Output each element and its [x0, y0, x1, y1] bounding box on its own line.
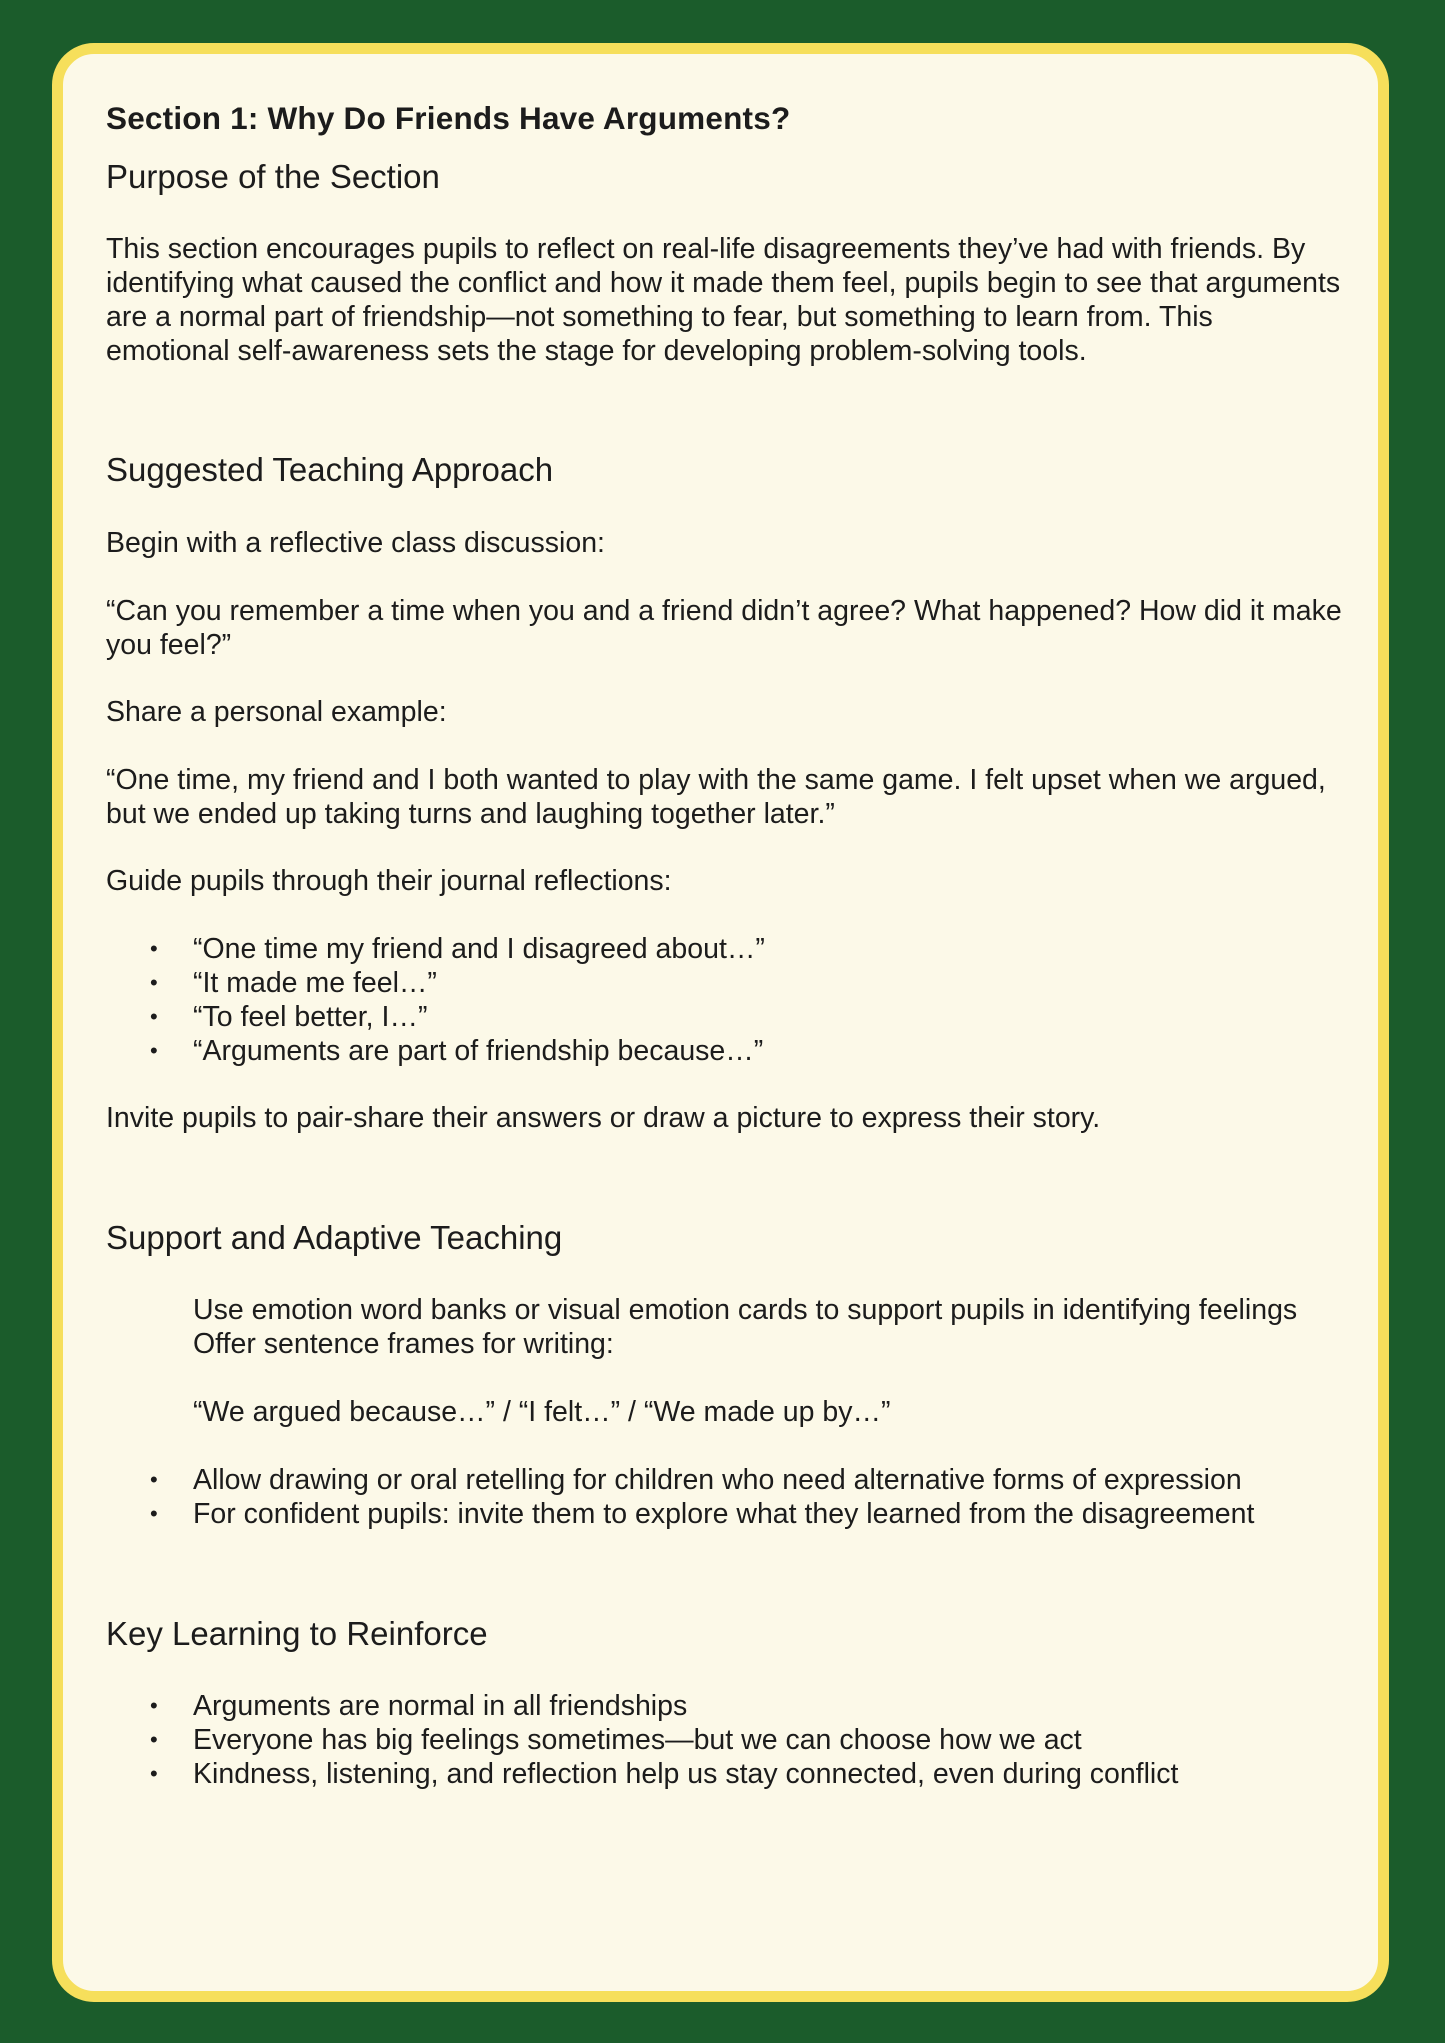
bullet-icon: •: [150, 970, 158, 995]
purpose-body: This section encourages pupils to reflect on real-life disagreements they’ve had with friends. By identifying what caused the conflict and how it made them feel, pupils begin to see that arguments are a normal part of friendship—not something to fear, but something to learn from. This emotional self-awareness sets the stage for developing problem-solving tools.: [106, 233, 1341, 367]
key-learning-heading: Key Learning to Reinforce: [106, 1615, 488, 1652]
sentence-frames: “We argued because…” / “I felt…” / “We made up by…”: [193, 1396, 891, 1428]
bullet-icon: •: [150, 1693, 158, 1718]
journal-prompts-list: [106, 932, 765, 1068]
purpose-heading: Purpose of the Section: [106, 158, 440, 195]
bullet-icon: •: [150, 1038, 158, 1063]
share-label: Share a personal example:: [106, 696, 447, 728]
teaching-intro: Begin with a reflective class discussion:: [106, 527, 605, 559]
list-item: • “To feel better, I…”: [150, 1001, 428, 1033]
bullet-icon: •: [150, 1761, 158, 1786]
discussion-question: “Can you remember a time when you and a friend didn’t agree? What happened? How did it make you feel?”: [106, 595, 1342, 661]
support-heading: Support and Adaptive Teaching: [106, 1219, 563, 1256]
bullet-icon: •: [150, 1467, 158, 1492]
list-item: • “Arguments are part of friendship because…”: [150, 1035, 764, 1067]
teaching-closing: Invite pupils to pair-share their answers or draw a picture to express their story.: [106, 1102, 1101, 1134]
bullet-icon: •: [150, 1004, 158, 1029]
personal-example: “One time, my friend and I both wanted to play with the same game. I felt upset when we argued, but we ended up taking turns and laughing together later.”: [106, 764, 1326, 830]
list-item: • Arguments are normal in all friendships: [150, 1690, 688, 1722]
list-item: • “One time my friend and I disagreed about…”: [150, 933, 765, 965]
key-learning-list: [106, 1689, 1178, 1791]
bullet-icon: •: [150, 936, 158, 961]
list-item: • Allow drawing or oral retelling for children who need alternative forms of expression: [150, 1464, 1242, 1496]
section-title: Section 1: Why Do Friends Have Arguments?: [106, 100, 791, 136]
support-line-sentence-frames: Offer sentence frames for writing:: [193, 1328, 614, 1360]
support-list: [106, 1463, 1254, 1531]
guide-label: Guide pupils through their journal reflections:: [106, 865, 672, 897]
list-item: • Everyone has big feelings sometimes—but we can choose how we act: [150, 1724, 1082, 1756]
teaching-heading: Suggested Teaching Approach: [106, 451, 554, 488]
support-line-word-banks: Use emotion word banks or visual emotion cards to support pupils in identifying feelings: [193, 1294, 1298, 1326]
bullet-icon: •: [150, 1501, 158, 1526]
list-item: • “It made me feel…”: [150, 967, 437, 999]
list-item: • Kindness, listening, and reflection help us stay connected, even during conflict: [150, 1758, 1179, 1790]
list-item: • For confident pupils: invite them to explore what they learned from the disagreement: [150, 1498, 1255, 1530]
bullet-icon: •: [150, 1727, 158, 1752]
